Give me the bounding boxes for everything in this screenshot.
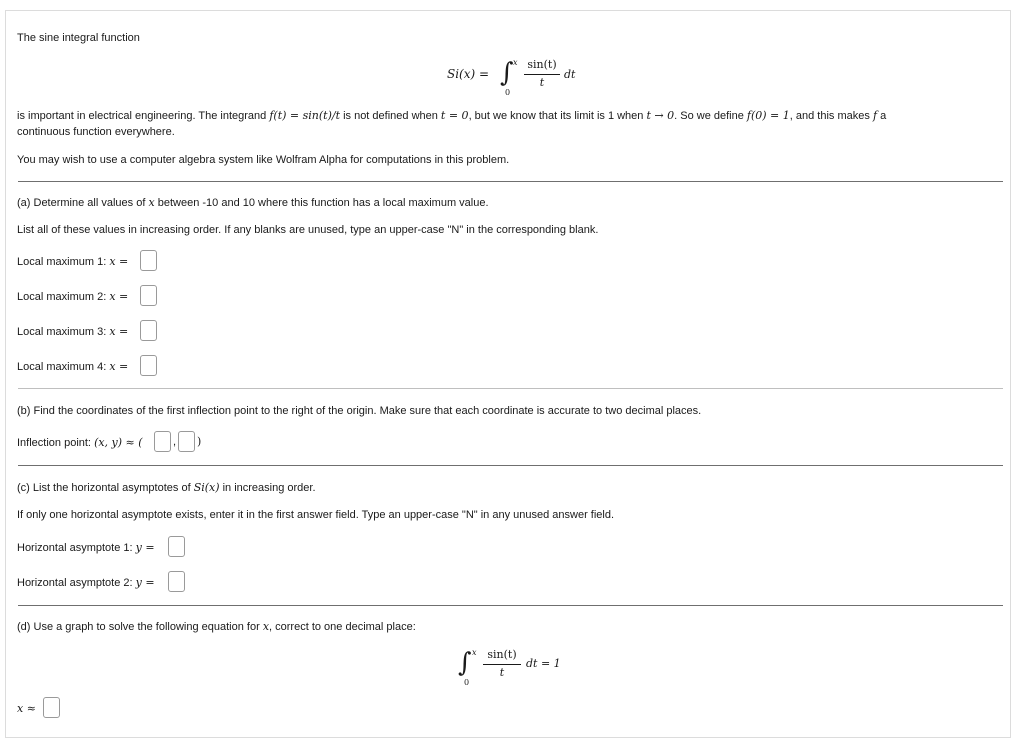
answer-x-label: x ≈ [17,702,36,715]
para-text: is not defined when [340,110,441,122]
inflection-label [17,436,143,449]
para-math: f(0) = 1 [746,109,790,122]
local-max-2-input[interactable] [140,285,157,306]
part-a-question [17,196,489,209]
row-label: Horizontal asymptote 2: [17,577,136,589]
intro-text: The sine integral function [17,32,140,44]
para-math: t = 0 [440,109,469,122]
formula-dt: dt [564,68,576,81]
integral-sign: ∫ [500,58,514,88]
inflection-y-input[interactable] [178,431,195,452]
integral-sign: ∫ [458,648,472,678]
part-c-instructions: If only one horizontal asymptote exists, enter it in the first answer field. Type an upper-case "N" in any unused answer field. [17,509,615,521]
row-label: Local maximum 2: [17,291,110,303]
part-a-instructions: List all of these values in increasing order. If any blanks are unused, type an upper-case "N" in the corresponding blank. [17,224,599,236]
para-text: , and this makes [789,110,873,122]
inflection-close-paren: ) [197,435,202,448]
inflection-comma: , [173,436,177,448]
formula-upper-limit: x [513,58,518,67]
asymptote-2-label [17,576,155,589]
row-label: Local maximum 1: [17,256,110,268]
part-c-question [17,481,316,494]
equation-rhs: dt = 1 [526,657,561,670]
equation-lower-limit: 0 [464,678,470,687]
para-math: f [872,109,878,122]
row-var: y = [135,541,155,554]
equation-upper-limit: x [472,648,477,657]
equation-denominator: t [499,666,505,679]
formula-numerator: sin(t) [527,58,557,71]
asymptote-1-input[interactable] [168,536,185,557]
asymptote-2-input[interactable] [168,571,185,592]
question-text: between -10 and 10 where this function has a local maximum value. [154,197,489,209]
question-card [5,10,1011,738]
row-var: x = [109,360,129,373]
row-var: x = [109,290,129,303]
para-text: , but we know that its limit is 1 when [468,110,647,122]
fraction-bar [524,74,560,75]
formula-lhs: Si(x) = [447,67,490,81]
asymptote-1-label [17,541,155,554]
question-math: x [148,196,155,209]
local-max-3-input[interactable] [140,320,157,341]
divider [18,465,1003,466]
row-var: x = [109,325,129,338]
question-text: (d) Use a graph to solve the following equation for [17,621,263,633]
local-max-1-input[interactable] [140,250,157,271]
local-max-2-label [17,290,128,303]
cas-note: You may wish to use a computer algebra system like Wolfram Alpha for computations in this problem. [17,154,510,166]
intro-paragraph-line2: continuous function everywhere. [17,126,175,138]
row-label: Local maximum 3: [17,326,110,338]
question-math: Si(x) [193,481,220,494]
formula-lower-limit: 0 [505,88,511,97]
intro-paragraph-line1 [17,109,886,122]
local-max-4-input[interactable] [140,355,157,376]
divider [18,181,1003,182]
part-d-question [17,620,416,633]
part-b-question: (b) Find the coordinates of the first inflection point to the right of the origin. Make sure that each coordinate is accurate to two decimal places. [17,405,702,417]
para-text: a [877,110,887,122]
inflection-text: Inflection point: [17,437,95,449]
row-var: y = [135,576,155,589]
question-text: in increasing order. [219,482,316,494]
question-math: x [262,620,270,633]
divider [18,388,1003,389]
equation-numerator: sin(t) [487,648,517,661]
para-text: is important in electrical engineering. The integrand [17,110,270,122]
para-math: f(t) = sin(t)/t [269,109,341,122]
fraction-bar [483,664,521,665]
row-label: Horizontal asymptote 1: [17,542,136,554]
local-max-1-label [17,255,128,268]
inflection-math: (x, y) ≈ ( [94,436,143,449]
inflection-x-input[interactable] [154,431,171,452]
row-var: x = [109,255,129,268]
question-text: (a) Determine all values of [17,197,149,209]
para-text: . So we define [674,110,747,122]
local-max-3-label [17,325,128,338]
divider [18,605,1003,606]
question-text: (c) List the horizontal asymptotes of [17,482,194,494]
answer-x-input[interactable] [43,697,60,718]
formula-denominator: t [539,76,545,89]
question-text: , correct to one decimal place: [269,621,416,633]
intro-line [17,32,140,44]
local-max-4-label [17,360,128,373]
para-math: t → 0 [646,109,675,122]
row-label: Local maximum 4: [17,361,110,373]
